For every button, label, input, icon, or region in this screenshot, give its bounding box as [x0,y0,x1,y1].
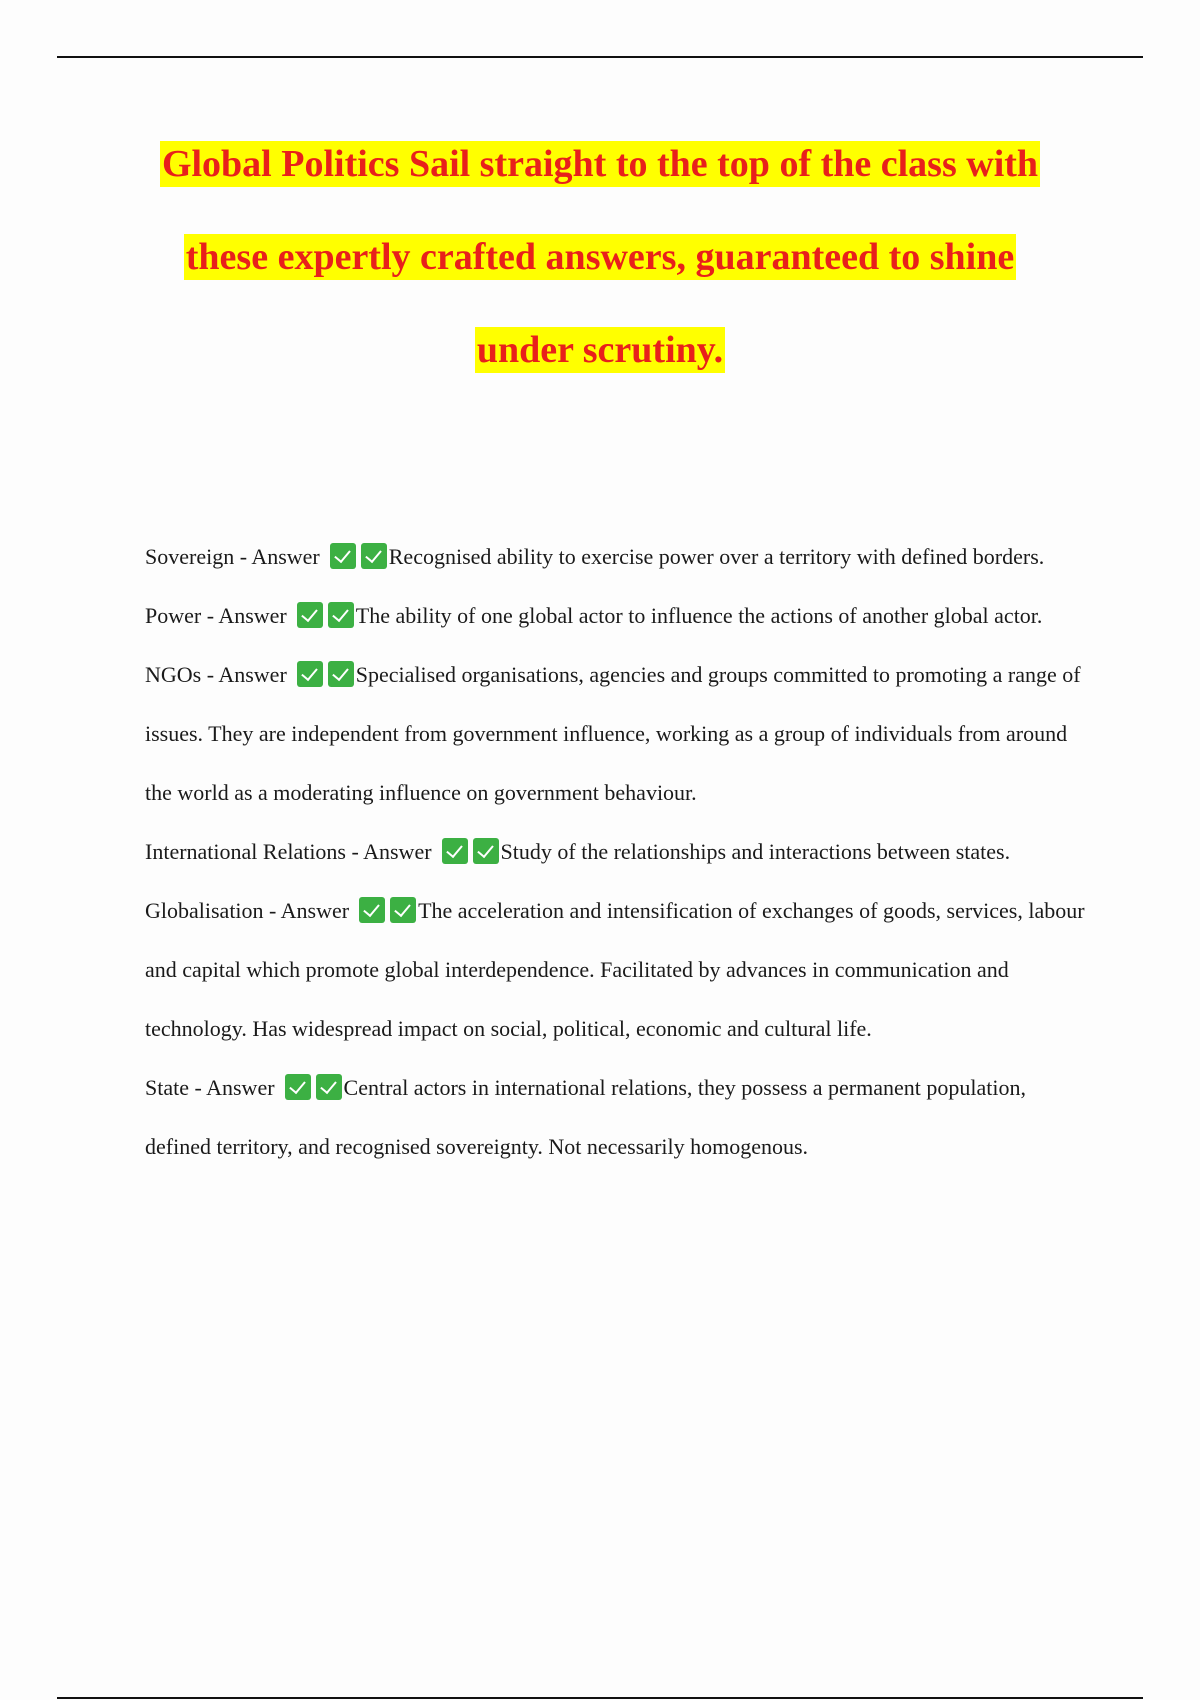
qa-definition: The ability of one global actor to influence the actions of another global actor. [355,603,1043,628]
check-mark-icon [359,897,385,923]
qa-list [145,527,1095,1176]
check-mark-icon [473,838,499,864]
title-line: Global Politics Sail straight to the top of the class with [161,143,1039,185]
qa-definition: Specialised organisations, agencies and groups committed to promoting a range of issues. They are independent from government influence, working as a group of individuals from around the world as a moderating influence on government behaviour. [145,662,1081,805]
check-mark-icon [328,661,354,687]
answer-marker: - Answer [194,1075,275,1100]
qa-item-power [145,586,1095,645]
top-rule [57,56,1143,58]
answer-marker: - Answer [269,898,350,923]
qa-term: International Relations [145,839,346,864]
check-mark-icon [297,602,323,628]
check-mark-icon [442,838,468,864]
qa-item-sovereign [145,527,1095,586]
check-mark-icon [390,897,416,923]
check-mark-icon [285,1074,311,1100]
qa-term: NGOs [145,662,202,687]
check-mark-icon [328,602,354,628]
qa-term: Sovereign [145,544,235,569]
qa-item-international-relations [145,822,1095,881]
qa-definition: The acceleration and intensification of exchanges of goods, services, labour and capital which promote global interdependence. Facilitated by advances in communication and technology. Has widespread impact on social, political, economic and cultural life. [145,898,1085,1041]
qa-term: State [145,1075,189,1100]
qa-definition: Central actors in international relations, they possess a permanent population, defined territory, and recognised sovereignty. Not necessarily homogenous. [145,1075,1026,1159]
check-mark-icon [330,543,356,569]
check-mark-icon [316,1074,342,1100]
check-mark-icon [361,543,387,569]
title-line: under scrutiny. [476,329,724,371]
qa-definition: Recognised ability to exercise power over a territory with defined borders. [388,544,1045,569]
qa-item-state [145,1058,1095,1176]
qa-item-ngos [145,645,1095,822]
qa-definition: Study of the relationships and interactions between states. [500,839,1011,864]
qa-item-globalisation [145,881,1095,1058]
answer-marker: - Answer [206,603,287,628]
document-title [110,118,1090,397]
answer-marker: - Answer [239,544,320,569]
bottom-rule [57,1697,1143,1699]
check-mark-icon [297,661,323,687]
qa-term: Power [145,603,202,628]
title-line: these expertly crafted answers, guaranteed to shine [185,236,1015,278]
answer-marker: - Answer [351,839,432,864]
qa-term: Globalisation [145,898,264,923]
answer-marker: - Answer [206,662,287,687]
